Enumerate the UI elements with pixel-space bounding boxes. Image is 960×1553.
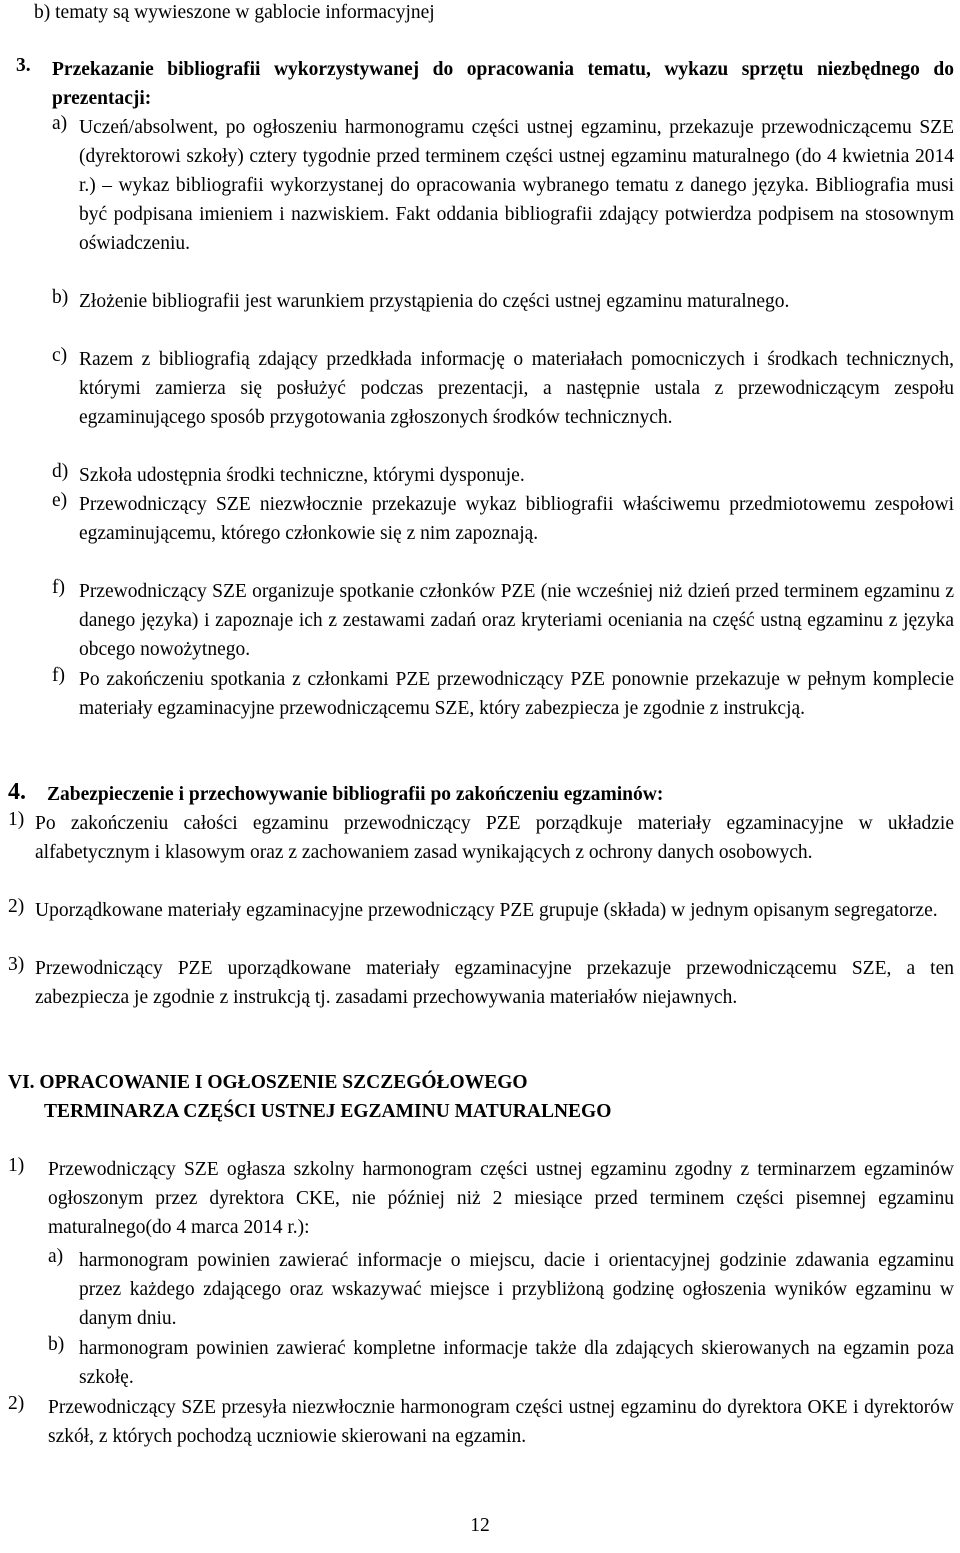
s6-item-2-label: 2) bbox=[8, 1393, 25, 1414]
s6-item-1-text: Przewodniczący SZE ogłasza szkolny harmonogram części ustnej egzaminu zgodny z terminarzem egzaminów ogłoszonym przez dyrektora CKE, nie później niż 2 miesiące przed terminem części pisemnej egzaminu maturalnego(do 4 marca 2014 r.): bbox=[48, 1159, 954, 1238]
s6-sub-b-text: harmonogram powinien zawierać kompletne informacje także dla zdających skierowanych na egzamin poza szkołę. bbox=[79, 1338, 954, 1388]
s3-item-c-text: Razem z bibliografią zdający przedkłada informację o materiałach pomocniczych i środkach technicznych, którymi zamierza się posłużyć podczas prezentacji, a następnie ustala z przewodniczącym zespołu egzaminującego sposób przygotowania zgłoszonych środków technicznych. bbox=[79, 349, 954, 428]
s6-sub-a-label: a) bbox=[48, 1246, 64, 1267]
s3-item-f2-label: f) bbox=[52, 665, 65, 686]
s3-item-e-label: e) bbox=[52, 490, 68, 511]
section-6-title-line1: VI. OPRACOWANIE I OGŁOSZENIE SZCZEGÓŁOWEGO bbox=[8, 1072, 528, 1093]
top-line: b) tematy są wywieszone w gablocie informacyjnej bbox=[34, 2, 435, 23]
s4-item-3-label: 3) bbox=[8, 954, 25, 975]
s6-sub-b-label: b) bbox=[48, 1334, 65, 1355]
page-number: 12 bbox=[470, 1515, 490, 1536]
s3-item-d-label: d) bbox=[52, 461, 69, 482]
s3-item-b-label: b) bbox=[52, 287, 69, 308]
s3-item-f-label: f) bbox=[52, 577, 65, 598]
s4-item-1-text: Po zakończeniu całości egzaminu przewodniczący PZE porządkuje materiały egzaminacyjne w układzie alfabetycznym i klasowym oraz z zachowaniem zasad wynikających z ochrony danych osobowych. bbox=[35, 813, 954, 863]
s4-item-3-text: Przewodniczący PZE uporządkowane materiały egzaminacyjne przekazuje przewodniczącemu SZE, a ten zabezpiecza je zgodnie z instrukcją tj. zasadami przechowywania materiałów niejawnych. bbox=[35, 958, 954, 1008]
s3-item-f2-text: Po zakończeniu spotkania z członkami PZE przewodniczący PZE ponownie przekazuje w pełnym komplecie materiały egzaminacyjne przewodniczącemu SZE, który zabezpiecza je zgodnie z instrukcją. bbox=[79, 669, 954, 719]
s4-item-2-label: 2) bbox=[8, 896, 25, 917]
s6-item-1-label: 1) bbox=[8, 1155, 25, 1176]
section-6-title-line2: TERMINARZA CZĘŚCI USTNEJ EGZAMINU MATURALNEGO bbox=[44, 1101, 612, 1122]
s3-item-a-text: Uczeń/absolwent, po ogłoszeniu harmonogramu części ustnej egzaminu, przekazuje przewodniczącemu SZE (dyrektorowi szkoły) cztery tygodnie przed terminem części ustnej egzaminu maturalnego (do 4 kwietnia 2014 r.) – wykaz bibliografii wykorzystanej do opracowania wybranego tematu z danego języka. Bibliografia musi być podpisana imieniem i nazwiskiem. Fakt oddania bibliografii zdający potwierdza podpisem na stosownym oświadczeniu. bbox=[79, 117, 954, 254]
s4-item-1-label: 1) bbox=[8, 809, 25, 830]
s4-item-2-text: Uporządkowane materiały egzaminacyjne przewodniczący PZE grupuje (składa) w jednym opisanym segregatorze. bbox=[35, 900, 938, 921]
s3-item-c-label: c) bbox=[52, 345, 68, 366]
section-3-number: 3. bbox=[16, 55, 31, 76]
s3-item-f-text: Przewodniczący SZE organizuje spotkanie członków PZE (nie wcześniej niż dzień przed terminem egzaminu z danego języka) i zapoznaje ich z zestawami zadań oraz kryteriami oceniania na część ustną egzaminu z języka obcego nowożytnego. bbox=[79, 581, 954, 660]
s6-sub-a-text: harmonogram powinien zawierać informacje o miejscu, dacie i orientacyjnej godzinie zdawania egzaminu przez każdego zdającego oraz wskazywać miejsce i przybliżoną godzinę ogłoszenia wyników egzaminu w danym dniu. bbox=[79, 1250, 954, 1329]
section-4-title: Zabezpieczenie i przechowywanie bibliografii po zakończeniu egzaminów: bbox=[47, 784, 664, 805]
s6-item-2-text: Przewodniczący SZE przesyła niezwłocznie harmonogram części ustnej egzaminu do dyrektora OKE i dyrektorów szkół, z których pochodzą uczniowie skierowani na egzamin. bbox=[48, 1397, 954, 1447]
section-3-title: Przekazanie bibliografii wykorzystywanej do opracowania tematu, wykazu sprzętu niezbędnego do prezentacji: bbox=[52, 59, 954, 109]
s3-item-e-text: Przewodniczący SZE niezwłocznie przekazuje wykaz bibliografii właściwemu przedmiotowemu zespołowi egzaminującemu, którego członkowie się z nim zapoznają. bbox=[79, 494, 954, 544]
s3-item-d-text: Szkoła udostępnia środki techniczne, którymi dysponuje. bbox=[79, 465, 525, 486]
s3-item-a-label: a) bbox=[52, 113, 68, 134]
section-4-number: 4. bbox=[8, 779, 26, 805]
s3-item-b-text: Złożenie bibliografii jest warunkiem przystąpienia do części ustnej egzaminu maturalnego. bbox=[79, 291, 790, 312]
